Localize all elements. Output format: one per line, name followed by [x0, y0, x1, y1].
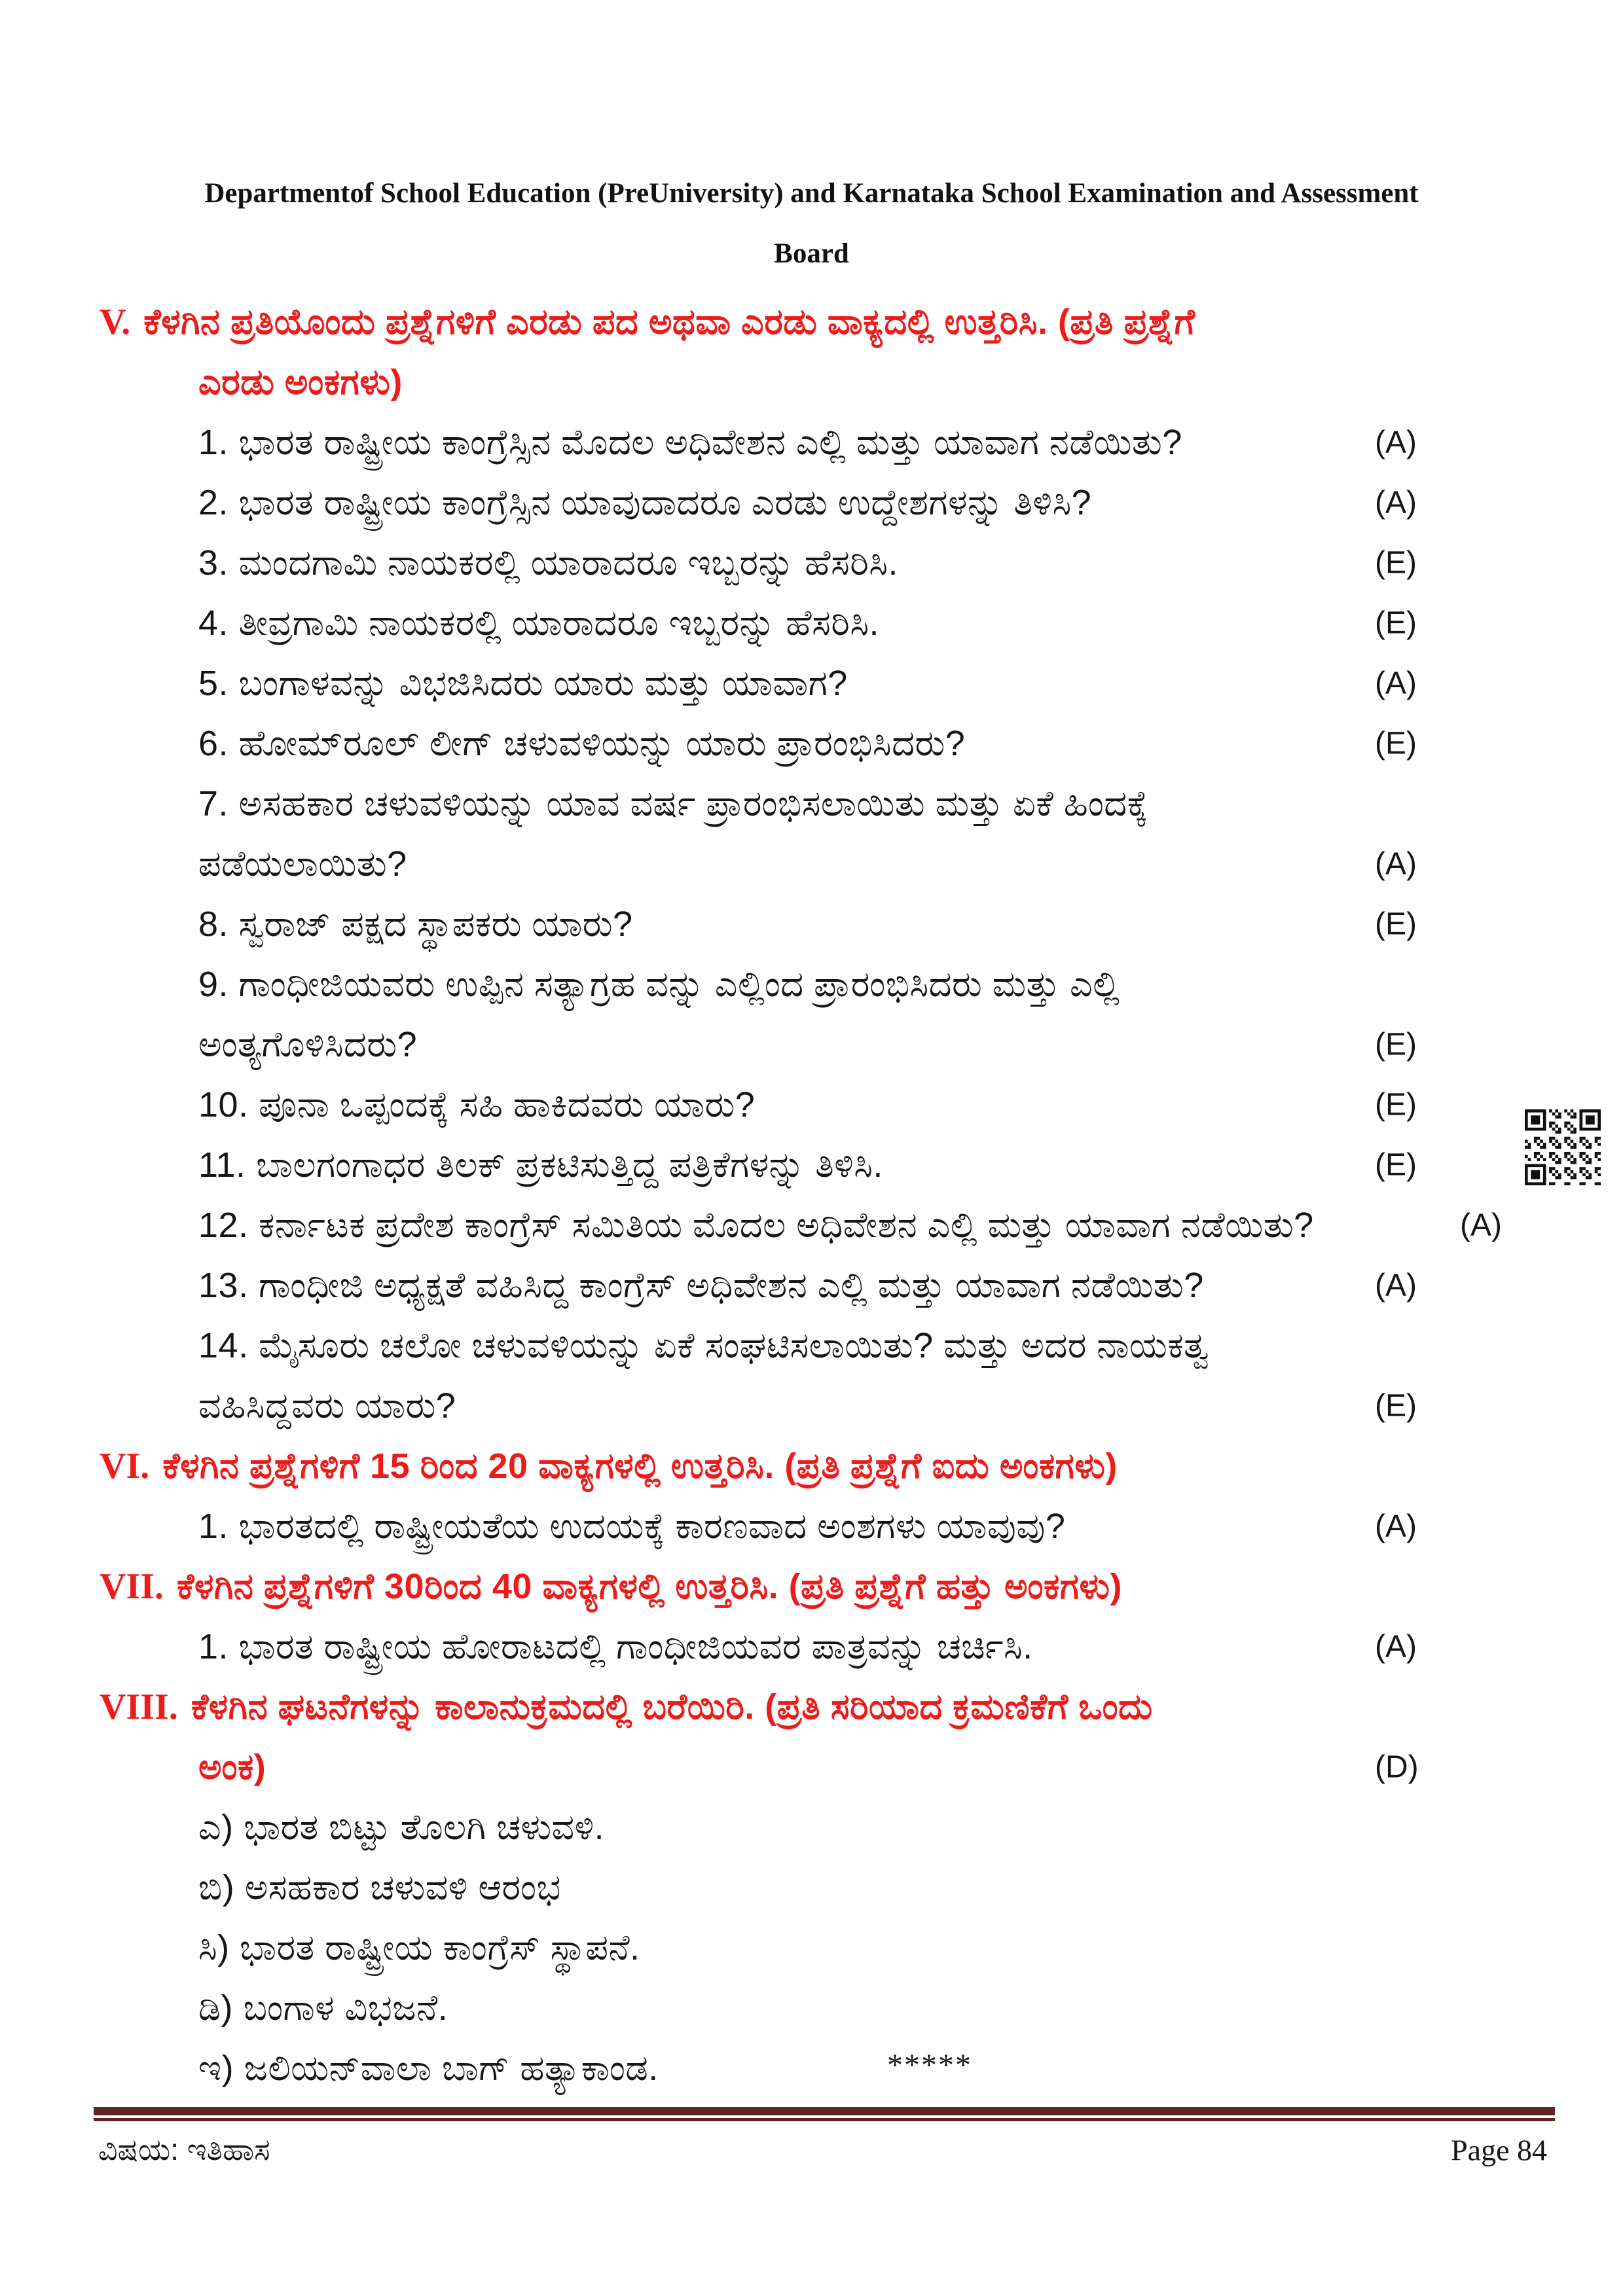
- text-line: [0, 1075, 1623, 1135]
- text-line: [0, 653, 1623, 713]
- text-line: [0, 894, 1623, 954]
- section-number: VII.: [100, 1566, 164, 1607]
- marks-letter: (E): [1375, 545, 1417, 581]
- text-line: [0, 774, 1623, 834]
- section-number: V.: [100, 302, 131, 342]
- document-title: [0, 164, 1623, 284]
- qr-code: [1525, 1109, 1601, 1185]
- line-text: 13. ಗಾಂಧೀಜಿ ಅಧ್ಯಕ್ಷತೆ ವಹಿಸಿದ್ದ ಕಾಂಗ್ರೆಸ್ ಅಧಿವೇಶನ ಎಲ್ಲಿ ಮತ್ತು ಯಾವಾಗ ನಡೆಯಿತು?: [198, 1265, 1204, 1305]
- section-heading-line: [0, 1677, 1623, 1737]
- line-text: 14. ಮೈಸೂರು ಚಲೋ ಚಳುವಳಿಯನ್ನು ಏಕೆ ಸಂಘಟಿಸಲಾಯಿತು? ಮತ್ತು ಅದರ ನಾಯಕತ್ವ: [198, 1325, 1209, 1365]
- marks-letter: (E): [1375, 1388, 1417, 1424]
- marks-letter: (E): [1375, 906, 1417, 942]
- text-line: [0, 1316, 1623, 1376]
- line-text: 2. ಭಾರತ ರಾಷ್ಟ್ರೀಯ ಕಾಂಗ್ರೆಸ್ಸಿನ ಯಾವುದಾದರೂ ಎರಡು ಉದ್ದೇಶಗಳನ್ನು ತಿಳಿಸಿ?: [198, 482, 1092, 522]
- text-line: [0, 713, 1623, 774]
- line-text: 8. ಸ್ವರಾಜ್ ಪಕ್ಷದ ಸ್ಥಾಪಕರು ಯಾರು?: [198, 904, 633, 944]
- line-text: ಕೆಳಗಿನ ಘಟನೆಗಳನ್ನು ಕಾಲಾನುಕ್ರಮದಲ್ಲಿ ಬರೆಯಿರಿ. (ಪ್ರತಿ ಸರಿಯಾದ ಕ್ರಮಣಿಕೆಗೆ ಒಂದು: [191, 1687, 1153, 1727]
- marks-letter: (A): [1460, 1208, 1502, 1243]
- line-text: ಅಂಕ): [198, 1747, 266, 1787]
- line-text: ಕೆಳಗಿನ ಪ್ರತಿಯೊಂದು ಪ್ರಶ್ನೆಗಳಿಗೆ ಎರಡು ಪದ ಅಥವಾ ಎರಡು ವಾಕ್ಯದಲ್ಲಿ ಉತ್ತರಿಸಿ. (ಪ್ರತಿ ಪ್ರಶ್ನೆಗೆ: [143, 302, 1195, 342]
- line-text: 7. ಅಸಹಕಾರ ಚಳುವಳಿಯನ್ನು ಯಾವ ವರ್ಷ ಪ್ರಾರಂಭಿಸಲಾಯಿತು ಮತ್ತು ಏಕೆ ಹಿಂದಕ್ಕೆ: [198, 783, 1148, 823]
- line-text: ಅಂತ್ಯಗೊಳಿಸಿದರು?: [198, 1024, 418, 1064]
- text-line: [0, 1978, 1623, 2038]
- footer-subject: ವಿಷಯ: ಇತಿಹಾಸ: [98, 2132, 270, 2166]
- line-text: 9. ಗಾಂಧೀಜಿಯವರು ಉಪ್ಪಿನ ಸತ್ಯಾಗ್ರಹ ವನ್ನು ಎಲ್ಲಿಂದ ಪ್ರಾರಂಭಿಸಿದರು ಮತ್ತು ಎಲ್ಲಿ: [198, 964, 1120, 1004]
- marks-letter: (E): [1375, 1087, 1417, 1122]
- document-title-line2: Board: [774, 238, 849, 269]
- line-text: 1. ಭಾರತ ರಾಷ್ಟ್ರೀಯ ಕಾಂಗ್ರೆಸ್ಸಿನ ಮೊದಲ ಅಧಿವೇಶನ ಎಲ್ಲಿ ಮತ್ತು ಯಾವಾಗ ನಡೆಯಿತು?: [198, 422, 1182, 462]
- end-asterisks: *****: [887, 2048, 972, 2083]
- text-line: [0, 412, 1623, 473]
- line-text: 5. ಬಂಗಾಳವನ್ನು ವಿಭಜಿಸಿದರು ಯಾರು ಮತ್ತು ಯಾವಾಗ?: [198, 663, 848, 703]
- text-line: [0, 1014, 1623, 1075]
- text-line: [0, 1255, 1623, 1316]
- line-text: 12. ಕರ್ನಾಟಕ ಪ್ರದೇಶ ಕಾಂಗ್ರೆಸ್ ಸಮಿತಿಯ ಮೊದಲ ಅಧಿವೇಶನ ಎಲ್ಲಿ ಮತ್ತು ಯಾವಾಗ ನಡೆಯಿತು?: [198, 1205, 1314, 1245]
- page-footer: [0, 2124, 1623, 2176]
- line-text: 11. ಬಾಲಗಂಗಾಧರ ತಿಲಕ್ ಪ್ರಕಟಿಸುತ್ತಿದ್ದ ಪತ್ರಿಕೆಗಳನ್ನು ತಿಳಿಸಿ.: [198, 1145, 883, 1185]
- text-line: [0, 473, 1623, 533]
- line-text: 1. ಭಾರತ ರಾಷ್ಟ್ರೀಯ ಹೋರಾಟದಲ್ಲಿ ಗಾಂಧೀಜಿಯವರ ಪಾತ್ರವನ್ನು ಚರ್ಚಿಸಿ.: [198, 1626, 1033, 1666]
- line-text: ಬಿ) ಅಸಹಕಾರ ಚಳುವಳಿ ಆರಂಭ: [198, 1867, 561, 1907]
- section-heading-line: [0, 292, 1623, 352]
- line-text: ಎರಡು ಅಂಕಗಳು): [198, 362, 403, 402]
- line-text: ಪಡೆಯಲಾಯಿತು?: [198, 844, 407, 884]
- text-line: [0, 1496, 1623, 1556]
- line-text: ಎ) ಭಾರತ ಬಿಟ್ಟು ತೊಲಗಿ ಚಳುವಳಿ.: [198, 1807, 605, 1847]
- marks-letter: (A): [1375, 485, 1417, 520]
- line-text: 3. ಮಂದಗಾಮಿ ನಾಯಕರಲ್ಲಿ ಯಾರಾದರೂ ಇಬ್ಬರನ್ನು ಹೆಸರಿಸಿ.: [198, 543, 898, 583]
- text-line: [0, 1857, 1623, 1918]
- section-heading-line: [0, 352, 1623, 412]
- footer-rule-thin: [94, 2118, 1555, 2121]
- section-number: VIII.: [100, 1687, 178, 1727]
- marks-letter: (A): [1375, 666, 1417, 701]
- line-text: ಕೆಳಗಿನ ಪ್ರಶ್ನೆಗಳಿಗೆ 30ರಿಂದ 40 ವಾಕ್ಯಗಳಲ್ಲಿ ಉತ್ತರಿಸಿ. (ಪ್ರತಿ ಪ್ರಶ್ನೆಗೆ ಹತ್ತು ಅಂಕಗಳು): [177, 1566, 1122, 1606]
- text-line: [0, 2038, 1623, 2098]
- marks-letter: (E): [1375, 726, 1417, 761]
- section-heading-line: [0, 1436, 1623, 1496]
- line-text: 6. ಹೋಮ್‌ರೂಲ್ ಲೀಗ್ ಚಳುವಳಿಯನ್ನು ಯಾರು ಪ್ರಾರಂಭಿಸಿದರು?: [198, 723, 966, 763]
- text-line: [0, 1797, 1623, 1857]
- marks-letter: (D): [1375, 1749, 1419, 1785]
- line-text: 1. ಭಾರತದಲ್ಲಿ ರಾಷ್ಟ್ರೀಯತೆಯ ಉದಯಕ್ಕೆ ಕಾರಣವಾದ ಅಂಶಗಳು ಯಾವುವು?: [198, 1506, 1066, 1546]
- section-number: VI.: [100, 1446, 150, 1486]
- text-line: [0, 1195, 1623, 1255]
- marks-letter: (A): [1375, 846, 1417, 882]
- line-text: 4. ತೀವ್ರಗಾಮಿ ನಾಯಕರಲ್ಲಿ ಯಾರಾದರೂ ಇಬ್ಬರನ್ನು ಹೆಸರಿಸಿ.: [198, 603, 880, 643]
- document-title-line1: Departmentof School Education (PreUniversity) and Karnataka School Examination and Assessment: [204, 178, 1419, 209]
- section-heading-line: [0, 1556, 1623, 1617]
- marks-letter: (A): [1375, 425, 1417, 460]
- text-line: [0, 1135, 1623, 1195]
- line-text: ಇ) ಜಲಿಯನ್‌ವಾಲಾ ಬಾಗ್ ಹತ್ಯಾಕಾಂಡ.: [198, 2048, 659, 2088]
- marks-letter: (A): [1375, 1268, 1417, 1303]
- footer-page-number: Page 84: [1451, 2133, 1547, 2167]
- marks-letter: (E): [1375, 1147, 1417, 1183]
- text-line: [0, 593, 1623, 653]
- text-line: [0, 834, 1623, 894]
- line-text: ಸಿ) ಭಾರತ ರಾಷ್ಟ್ರೀಯ ಕಾಂಗ್ರೆಸ್ ಸ್ಥಾಪನೆ.: [198, 1928, 640, 1967]
- text-line: [0, 1918, 1623, 1978]
- section-heading-line: [0, 1737, 1623, 1797]
- document-body: [0, 292, 1623, 2098]
- line-text: ಡಿ) ಬಂಗಾಳ ವಿಭಜನೆ.: [198, 1988, 448, 2028]
- marks-letter: (A): [1375, 1629, 1417, 1664]
- line-text: ವಹಿಸಿದ್ದವರು ಯಾರು?: [198, 1386, 456, 1426]
- marks-letter: (A): [1375, 1509, 1417, 1544]
- text-line: [0, 1376, 1623, 1436]
- line-text: 10. ಪೂನಾ ಒಪ್ಪಂದಕ್ಕೆ ಸಹಿ ಹಾಕಿದವರು ಯಾರು?: [198, 1085, 756, 1124]
- line-text: ಕೆಳಗಿನ ಪ್ರಶ್ನೆಗಳಿಗೆ 15 ರಿಂದ 20 ವಾಕ್ಯಗಳಲ್ಲಿ ಉತ್ತರಿಸಿ. (ಪ್ರತಿ ಪ್ರಶ್ನೆಗೆ ಐದು ಅಂಕಗಳು): [162, 1446, 1118, 1486]
- marks-letter: (E): [1375, 1027, 1417, 1062]
- text-line: [0, 954, 1623, 1014]
- footer-rule-thick: [94, 2107, 1555, 2115]
- marks-letter: (E): [1375, 605, 1417, 641]
- qr-code-graphic: [1525, 1109, 1601, 1185]
- text-line: [0, 533, 1623, 593]
- text-line: [0, 1617, 1623, 1677]
